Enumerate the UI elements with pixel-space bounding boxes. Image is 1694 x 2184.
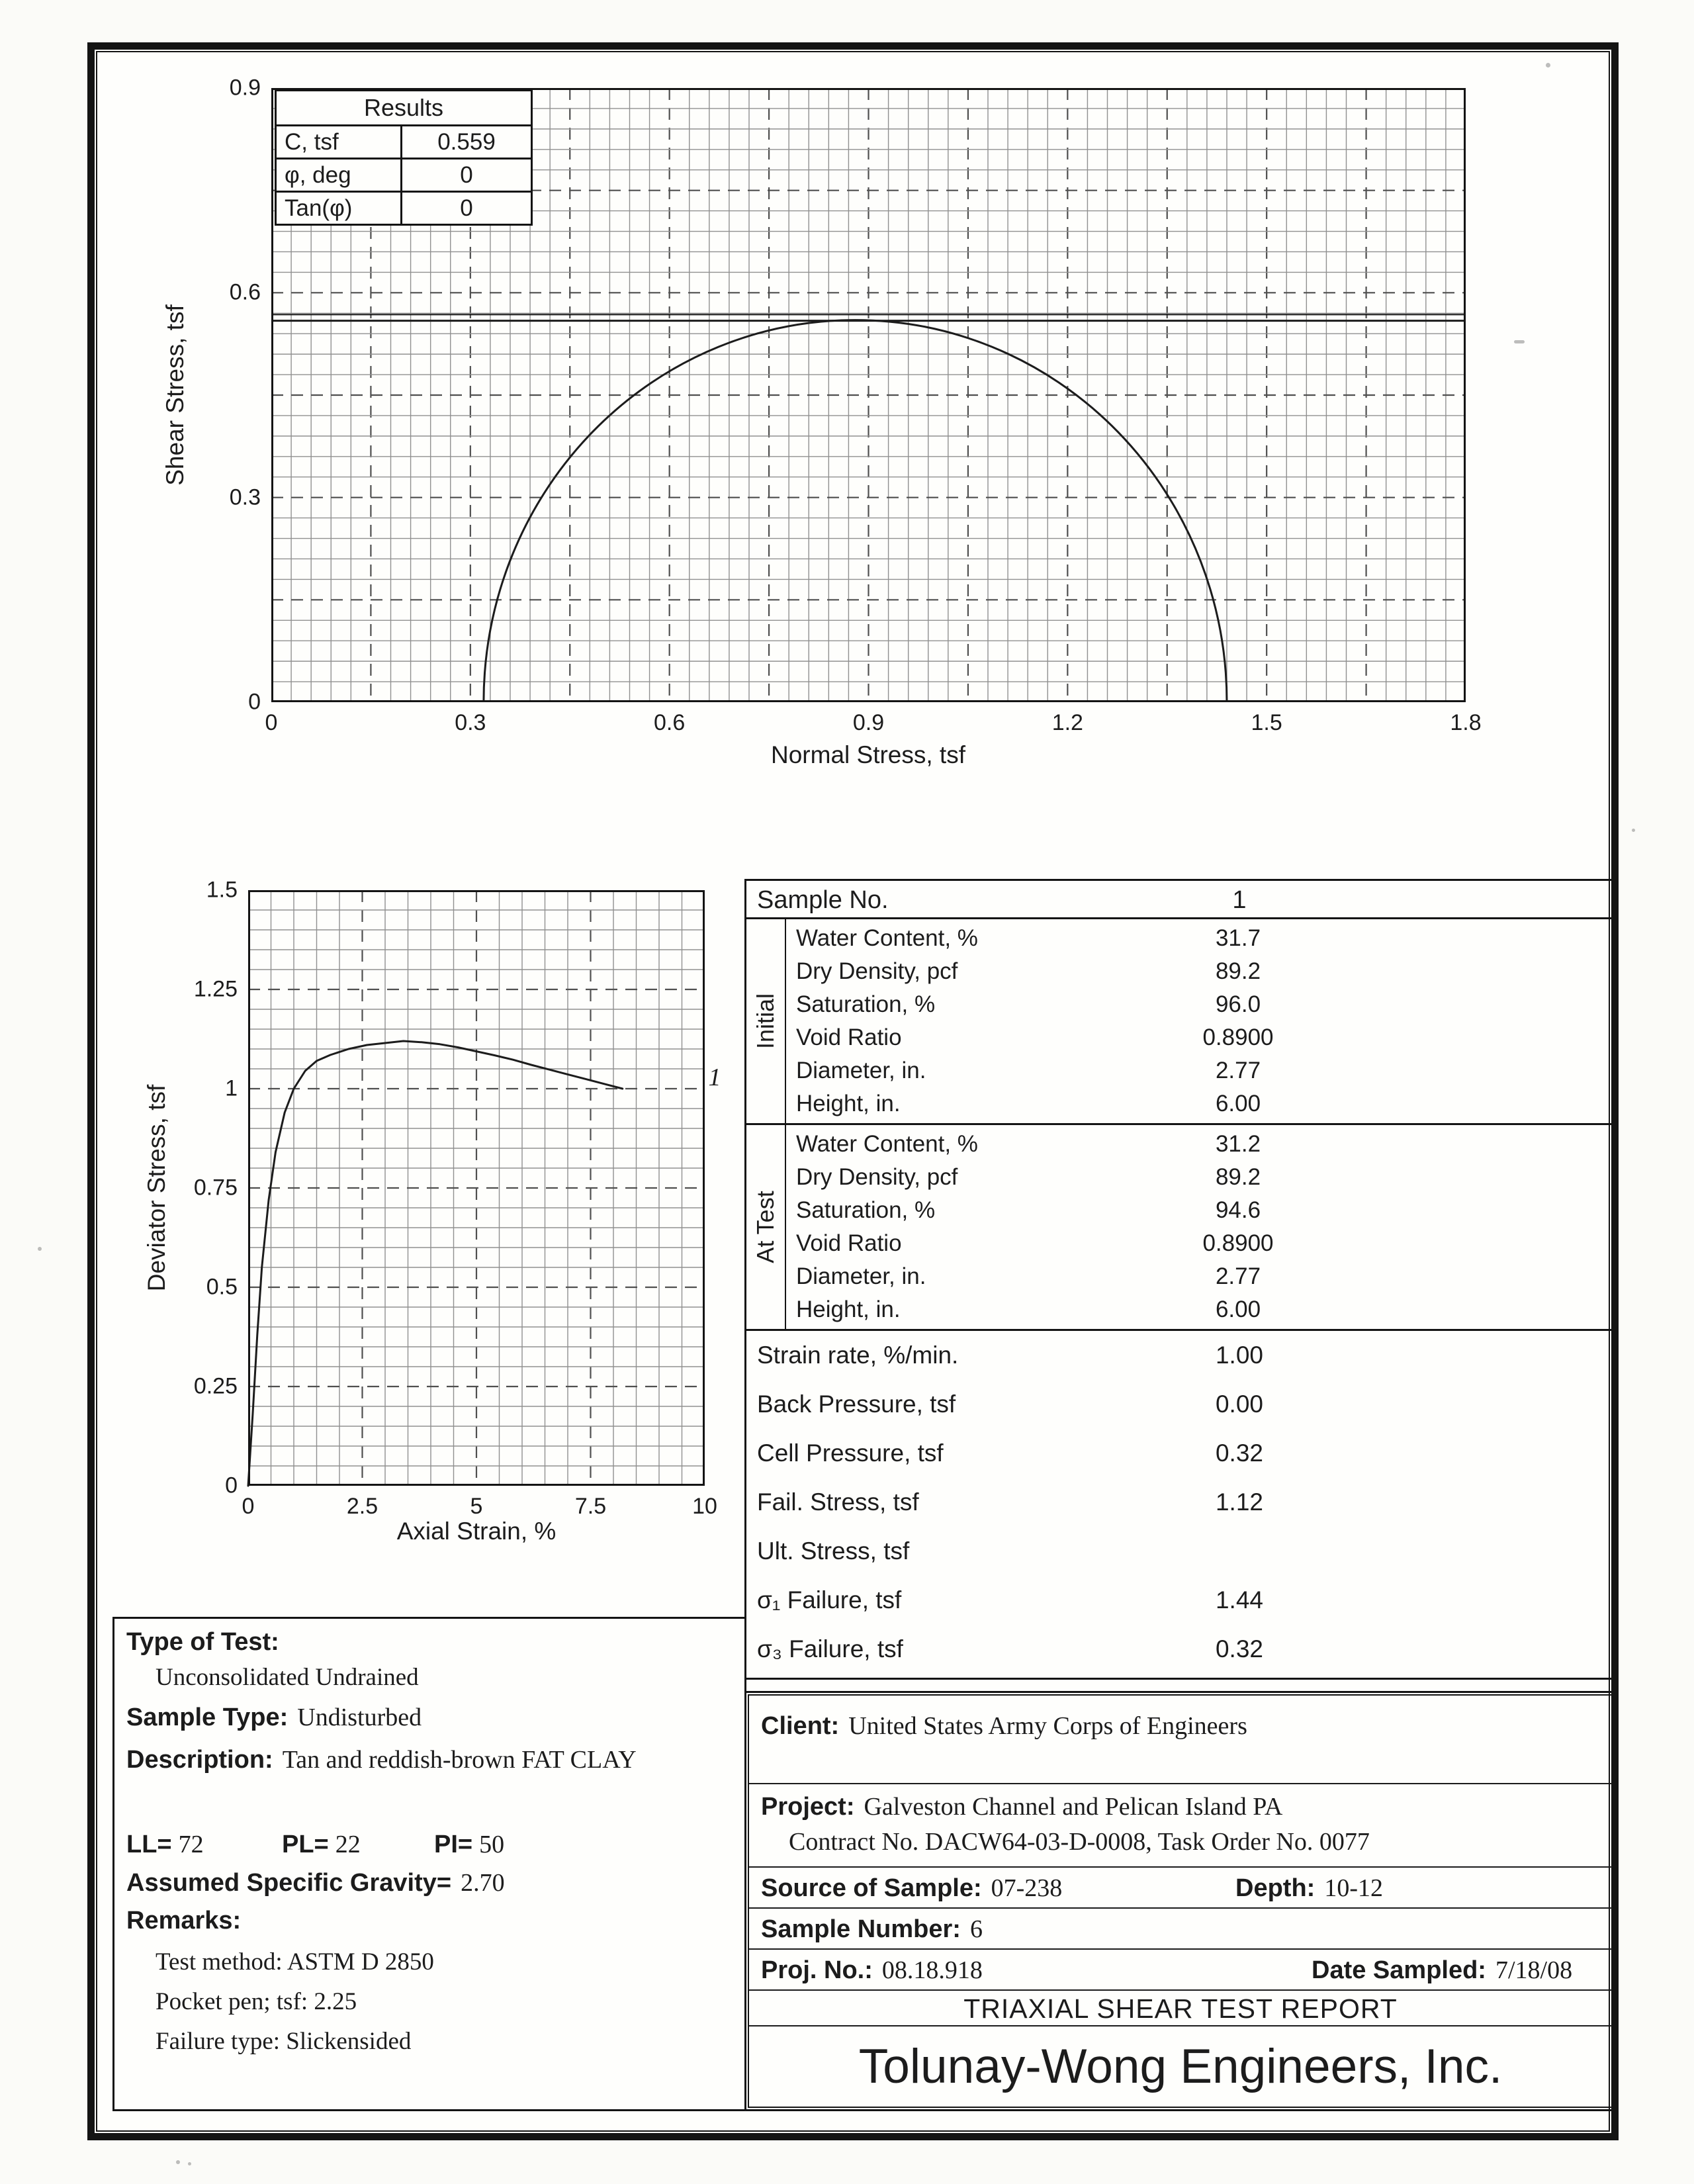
y-tick-label: 0.3 (229, 484, 261, 510)
scan-speck (1632, 829, 1635, 832)
at-test-label: Saturation, % (796, 1197, 936, 1223)
result-value: 0 (460, 162, 473, 188)
test-param-label: σ₁ Failure, tsf (757, 1586, 902, 1614)
initial-row (786, 1087, 1613, 1120)
remark-line: Test method: ASTM D 2850 (156, 1948, 434, 1976)
date-sampled-label: Date Sampled: (1312, 1956, 1486, 1984)
at-test-label: Height, in. (796, 1297, 901, 1322)
x-tick-label: 1.5 (1251, 710, 1282, 735)
result-label: Tan(φ) (277, 193, 402, 224)
stress-y-axis-title: Deviator Stress, tsf (143, 1084, 170, 1292)
contract-line: Contract No. DACW64-03-D-0008, Task Order No. 0077 (789, 1828, 1370, 1856)
scan-speck (38, 1247, 42, 1251)
sample-no-label: Sample No. (757, 886, 889, 914)
source-of-sample-row (749, 1868, 1612, 1909)
results-row-phi (277, 158, 531, 191)
at-test-row (786, 1293, 1613, 1326)
scan-speck (1514, 340, 1525, 343)
sample-type-row (126, 1703, 422, 1732)
proj-no-label: Proj. No.: (761, 1956, 873, 1984)
at-test-label: Void Ratio (796, 1230, 902, 1256)
mohr-circle-chart (229, 75, 1482, 735)
ll-label: LL= (126, 1831, 172, 1858)
at-test-value: 89.2 (1215, 1164, 1261, 1190)
at-test-conditions-block (746, 1125, 1613, 1331)
test-param-value: 1.12 (1215, 1488, 1263, 1516)
project-value: Galveston Channel and Pelican Island PA (864, 1793, 1283, 1821)
test-param-value: 0.32 (1215, 1439, 1263, 1467)
pi-value: 50 (479, 1831, 505, 1858)
x-tick-label: 0.9 (852, 710, 885, 735)
x-tick-label: 0 (265, 710, 278, 735)
mohr-y-axis-title: Shear Stress, tsf (161, 304, 189, 486)
test-param-value: 0.00 (1215, 1390, 1263, 1418)
results-title: Results (363, 94, 444, 121)
y-tick-label: 1.25 (193, 976, 238, 1002)
y-tick-label: 0.9 (229, 75, 261, 101)
project-rows (749, 1696, 1612, 2107)
initial-label: Dry Density, pcf (796, 958, 958, 984)
sample-no-row (746, 881, 1613, 919)
description-row (126, 1745, 637, 1774)
source-of-sample-label: Source of Sample: (761, 1874, 982, 1902)
x-tick-label: 0.6 (654, 710, 686, 735)
stress-x-axis-title: Axial Strain, % (396, 1518, 557, 1545)
project-label: Project: (761, 1793, 855, 1821)
specific-gravity-row (126, 1868, 505, 1897)
sample-no-value: 1 (1232, 886, 1247, 914)
initial-value: 89.2 (1215, 958, 1261, 984)
proj-no-value: 08.18.918 (881, 1956, 983, 1984)
results-row-tanphi (277, 191, 531, 224)
test-param-value: 1.00 (1215, 1342, 1263, 1369)
depth-value: 10-12 (1324, 1874, 1383, 1902)
source-of-sample-value: 07-238 (991, 1874, 1063, 1902)
at-test-value: 31.2 (1215, 1131, 1261, 1157)
at-test-group-strip (746, 1125, 786, 1329)
test-param-label: Back Pressure, tsf (757, 1390, 956, 1418)
at-test-value: 6.00 (1215, 1297, 1261, 1322)
at-test-row (786, 1227, 1613, 1260)
result-value: 0 (460, 195, 473, 221)
pl-value: 22 (335, 1831, 361, 1858)
at-test-value: 0.8900 (1202, 1230, 1274, 1256)
initial-label: Saturation, % (796, 991, 936, 1017)
depth-label: Depth: (1235, 1874, 1315, 1902)
report-title: TRIAXIAL SHEAR TEST REPORT (749, 1991, 1612, 2026)
date-sampled-value: 7/18/08 (1495, 1956, 1573, 1984)
remarks-list (156, 1942, 434, 2062)
at-test-value: 94.6 (1215, 1197, 1261, 1223)
x-tick-label: 5 (470, 1494, 483, 1519)
x-tick-label: 1.2 (1051, 710, 1083, 735)
remarks-label: Remarks: (126, 1907, 242, 1934)
plasticity-index (434, 1830, 504, 1859)
test-param-row (746, 1527, 1613, 1576)
initial-label: Diameter, in. (796, 1058, 926, 1083)
at-test-label: Diameter, in. (796, 1263, 926, 1289)
test-param-row (746, 1429, 1613, 1478)
stress-strain-plot (248, 890, 705, 1486)
date-sampled-field (1312, 1950, 1572, 1991)
specific-gravity-value: 2.70 (461, 1869, 505, 1897)
initial-row (786, 988, 1613, 1021)
initial-row (786, 1021, 1613, 1054)
client-row (749, 1696, 1612, 1784)
type-of-test-value: Unconsolidated Undrained (156, 1664, 419, 1691)
pi-label: PI= (434, 1831, 473, 1858)
at-test-rows (786, 1125, 1613, 1329)
initial-label: Water Content, % (796, 925, 978, 951)
description-label: Description: (126, 1746, 273, 1774)
sample-type-value: Undisturbed (297, 1704, 422, 1731)
scan-speck (1546, 63, 1550, 68)
remark-line: Pocket pen; tsf: 2.25 (156, 1988, 357, 2015)
at-test-row (786, 1128, 1613, 1161)
x-tick-label: 2.5 (346, 1494, 379, 1519)
y-tick-label: 0 (248, 689, 261, 715)
test-param-row (746, 1380, 1613, 1429)
remark-line: Failure type: Slickensided (156, 2028, 412, 2055)
test-param-row (746, 1478, 1613, 1527)
initial-row (786, 955, 1613, 988)
test-param-row (746, 1331, 1613, 1380)
y-tick-label: 1.5 (206, 877, 238, 903)
y-tick-label: 0.25 (193, 1373, 238, 1399)
x-tick-label: 1.8 (1450, 710, 1482, 735)
sample-number-label: Sample Number: (761, 1915, 961, 1943)
at-test-label: Water Content, % (796, 1131, 978, 1157)
sample-type-label: Sample Type: (126, 1704, 289, 1731)
at-test-group-label: At Test (752, 1191, 779, 1263)
project-row (749, 1784, 1612, 1868)
test-param-label: σ₃ Failure, tsf (757, 1635, 903, 1662)
results-table (275, 89, 533, 226)
specific-gravity-label: Assumed Specific Gravity= (126, 1869, 452, 1897)
x-tick-label: 10 (692, 1494, 717, 1519)
ll-value: 72 (178, 1831, 204, 1858)
test-param-label: Cell Pressure, tsf (757, 1439, 944, 1467)
sample-number-value: 6 (969, 1915, 983, 1943)
y-tick-label: 0 (225, 1473, 238, 1498)
project-number-row (749, 1950, 1612, 1991)
scan-speck (176, 2160, 180, 2164)
at-test-row (786, 1260, 1613, 1293)
plastic-limit (282, 1830, 361, 1859)
initial-label: Height, in. (796, 1091, 901, 1116)
y-tick-label: 0.75 (193, 1175, 238, 1201)
at-test-label: Dry Density, pcf (796, 1164, 958, 1190)
initial-value: 96.0 (1215, 991, 1261, 1017)
test-param-value: 0.32 (1215, 1635, 1263, 1662)
at-test-row (786, 1194, 1613, 1227)
initial-label: Void Ratio (796, 1024, 902, 1050)
sample-data-table (744, 879, 1615, 1680)
initial-conditions-block (746, 919, 1613, 1125)
y-tick-label: 0.5 (206, 1274, 238, 1300)
test-param-label: Ult. Stress, tsf (757, 1537, 910, 1565)
curve-number-label: 1 (708, 1064, 721, 1091)
sample-number-row (749, 1909, 1612, 1950)
pl-label: PL= (282, 1831, 329, 1858)
test-param-row (746, 1576, 1613, 1625)
initial-group-strip (746, 919, 786, 1123)
stress-strain-chart (193, 877, 717, 1519)
test-param-label: Strain rate, %/min. (757, 1342, 959, 1369)
result-label: C, tsf (277, 126, 402, 158)
initial-value: 2.77 (1215, 1058, 1261, 1083)
y-tick-label: 1 (225, 1075, 238, 1101)
company-name: Tolunay-Wong Engineers, Inc. (858, 2040, 1503, 2093)
y-tick-label: 0.6 (229, 279, 261, 305)
initial-group-label: Initial (752, 993, 779, 1050)
test-parameter-rows (746, 1331, 1613, 1674)
project-info-box (744, 1691, 1617, 2111)
x-tick-label: 7.5 (574, 1494, 607, 1519)
test-param-value: 1.44 (1215, 1586, 1263, 1614)
initial-row (786, 922, 1613, 955)
test-param-label: Fail. Stress, tsf (757, 1488, 919, 1516)
depth-field (1235, 1868, 1383, 1909)
client-value: United States Army Corps of Engineers (848, 1712, 1247, 1740)
results-row-cohesion (277, 124, 531, 158)
initial-value: 31.7 (1215, 925, 1261, 951)
x-tick-label: 0 (242, 1494, 255, 1519)
mohr-x-axis-title: Normal Stress, tsf (771, 741, 965, 768)
initial-rows (786, 919, 1613, 1123)
description-value: Tan and reddish-brown FAT CLAY (282, 1746, 637, 1774)
result-value: 0.559 (437, 129, 496, 155)
client-label: Client: (761, 1712, 840, 1740)
x-tick-label: 0.3 (455, 710, 486, 735)
at-test-row (786, 1161, 1613, 1194)
initial-row (786, 1054, 1613, 1087)
result-label: φ, deg (277, 159, 402, 191)
initial-value: 0.8900 (1202, 1024, 1274, 1050)
at-test-value: 2.77 (1215, 1263, 1261, 1289)
scan-speck (188, 2162, 191, 2165)
test-info-box (112, 1617, 746, 2111)
liquid-limit (126, 1830, 204, 1859)
type-of-test-label: Type of Test: (126, 1628, 279, 1656)
initial-value: 6.00 (1215, 1091, 1261, 1116)
test-param-row (746, 1625, 1613, 1674)
